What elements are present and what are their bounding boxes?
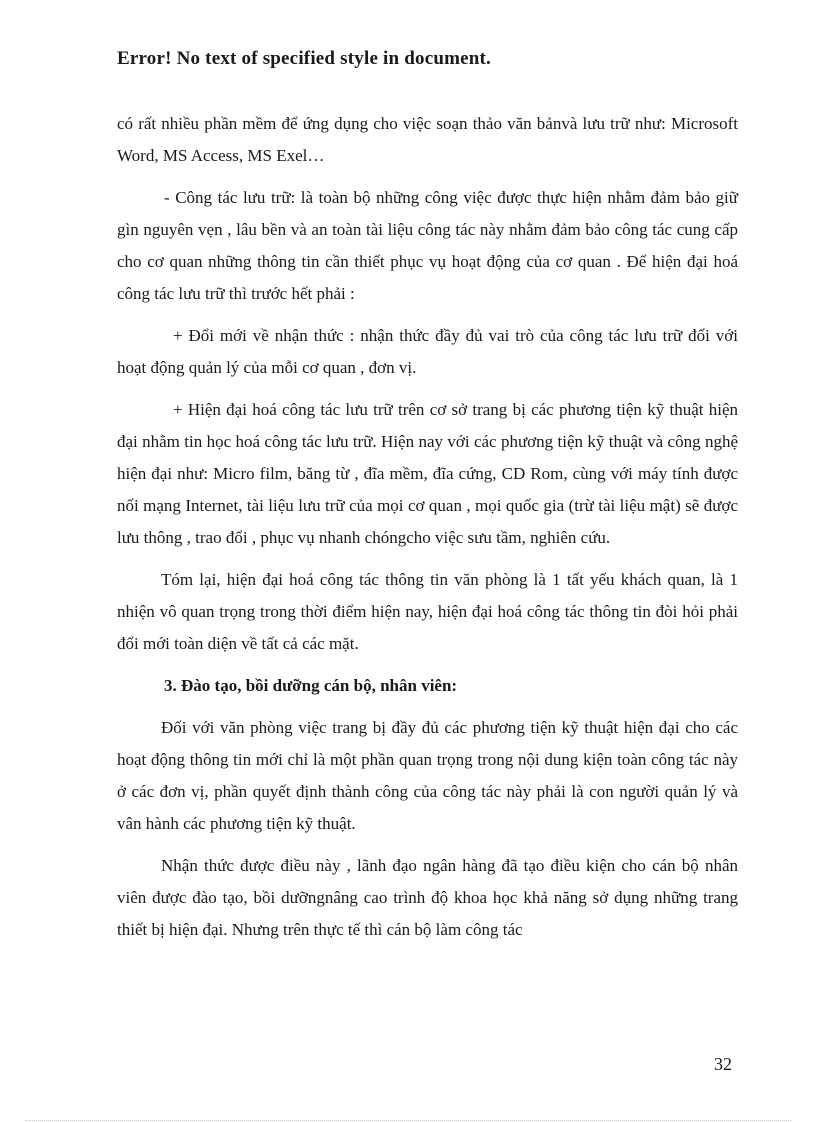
paragraph-office-equipment: Đối với văn phòng việc trang bị đầy đủ các phương tiện kỹ thuật hiện đại cho các hoạt động thông tin mới chỉ là một phần quan trọng trong nội dung kiện toàn công tác này ở các đơn vị, phần quyết định thành công của công tác này phải là con người quản lý và vân hành các phương tiện kỹ thuật. — [117, 718, 738, 833]
paragraph-software: có rất nhiều phần mềm để ứng dụng cho việc soạn thảo văn bảnvà lưu trữ như: Microsoft Word, MS Access, MS Exel… — [117, 114, 738, 165]
footer-divider — [25, 1120, 791, 1121]
document-header-error: Error! No text of specified style in document. — [117, 48, 492, 69]
document-body — [117, 108, 738, 956]
page-number: 32 — [714, 1054, 732, 1074]
paragraph-summary: Tóm lại, hiện đại hoá công tác thông tin văn phòng là 1 tất yếu khách quan, là 1 nhiện vô quan trọng trong thời điểm hiện nay, hiện đại hoá công tác thông tin đòi hỏi phải đổi mới toàn diện về tất cả các mặt. — [117, 570, 738, 653]
paragraph-archive-work: - Công tác lưu trữ: là toàn bộ những công việc được thực hiện nhằm đảm bảo giữ gìn nguyên vẹn , lâu bền và an toàn tài liệu công tác này nhằm đảm bảo công tác cung cấp cho cơ quan những thông tin cần thiết phục vụ hoạt động của cơ quan . Để hiện đại hoá công tác lưu trữ thì trước hết phải : — [117, 188, 738, 303]
section-heading-training: 3. Đào tạo, bồi dưỡng cán bộ, nhân viên: — [164, 676, 458, 695]
paragraph-modernize-archive: + Hiện đại hoá công tác lưu trữ trên cơ sở trang bị các phương tiện kỹ thuật hiện đại nhằm tin học hoá công tác lưu trữ. Hiện nay với các phương tiện kỹ thuật và công nghệ hiện đại như: Micro film, băng từ , đĩa mềm, đĩa cứng, CD Rom, cùng với máy tính được nối mạng Internet, tài liệu lưu trữ của mọi cơ quan , mọi quốc gia (trừ tài liệu mật) sẽ được lưu thông , trao đổi , phục vụ nhanh chóngcho việc sưu tầm, nghiên cứu. — [117, 400, 738, 547]
paragraph-bank-training: Nhận thức được điều này , lãnh đạo ngân hàng đã tạo điều kiện cho cán bộ nhân viên được đào tạo, bồi dưỡngnâng cao trình độ khoa học khả năng sở dụng những trang thiết bị hiện đại. Nhưng trên thực tế thì cán bộ làm công tác — [117, 856, 738, 939]
paragraph-renew-awareness: + Đổi mới về nhận thức : nhận thức đầy đủ vai trò của công tác lưu trữ đối với hoạt động quản lý của mỗi cơ quan , đơn vị. — [117, 326, 738, 377]
